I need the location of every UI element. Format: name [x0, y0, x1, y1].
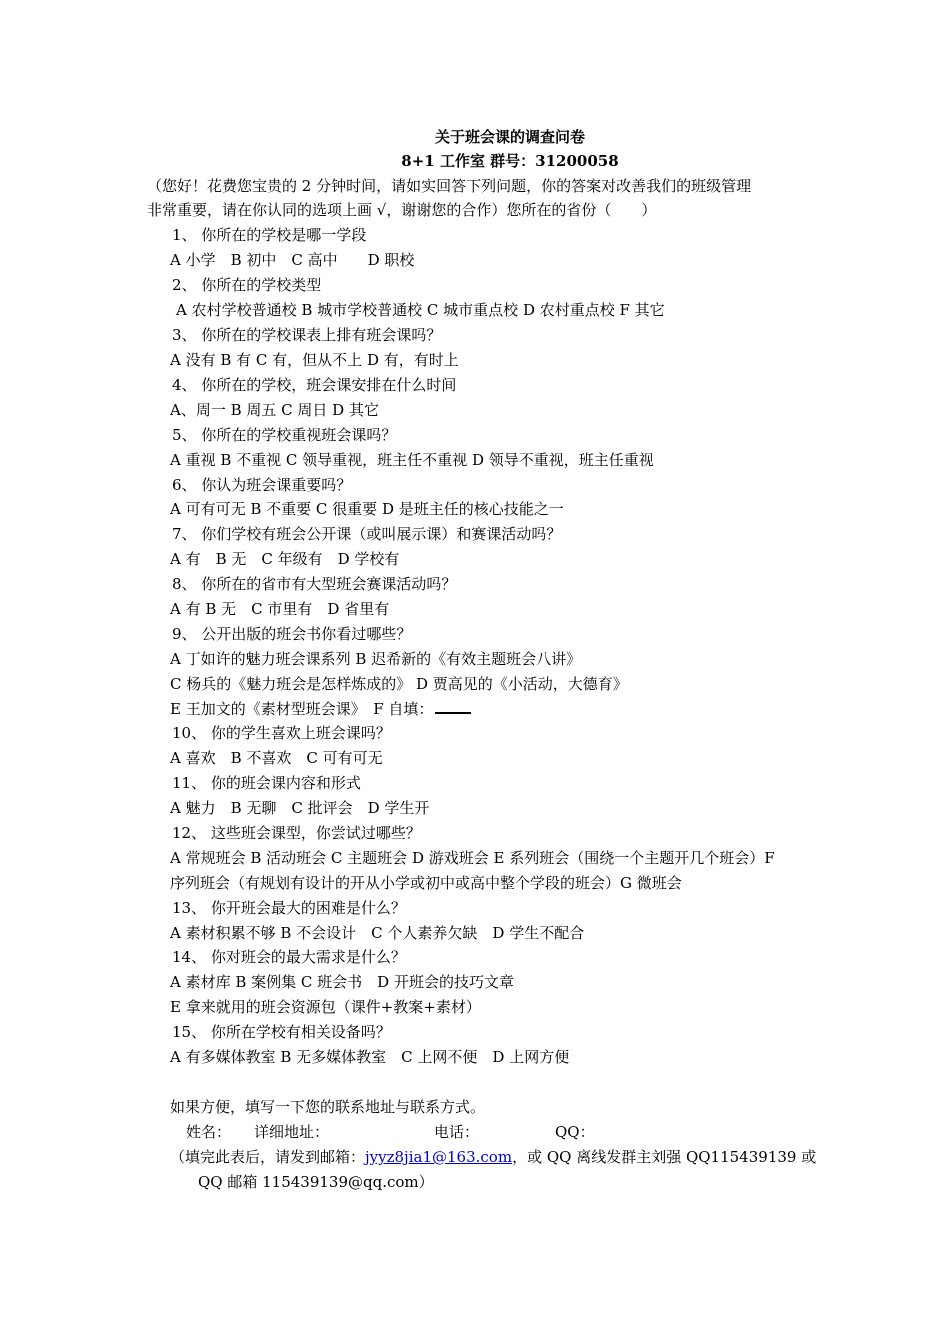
options-5: A 重视 B 不重视 C 领导重视，班主任不重视 D 领导不重视，班主任重视 — [170, 451, 654, 469]
options-9-line-1: A 丁如许的魅力班会课系列 B 迟希新的《有效主题班会八讲》 — [170, 650, 582, 668]
question-11: 11、 你的班会课内容和形式 — [172, 774, 361, 792]
submission-note-line-2: QQ 邮箱 115439139@qq.com） — [198, 1173, 434, 1191]
options-3: A 没有 B 有 C 有，但从不上 D 有，有时上 — [170, 351, 459, 369]
question-1: 1、 你所在的学校是哪一学段 — [172, 226, 367, 244]
question-12: 12、 这些班会课型，你尝试过哪些？ — [172, 824, 421, 842]
question-7: 7、 你们学校有班会公开课（或叫展示课）和赛课活动吗？ — [172, 525, 562, 543]
question-15: 15、 你所在学校有相关设备吗？ — [172, 1023, 391, 1041]
intro-line-2: 非常重要，请在你认同的选项上画 √，谢谢您的合作）您所在的省份（ ） — [147, 201, 657, 219]
submission-note — [170, 1146, 816, 1168]
options-14-line-1: A 素材库 B 案例集 C 班会书 D 开班会的技巧文章 — [170, 973, 514, 991]
options-9-line-2: C 杨兵的《魅力班会是怎样炼成的》 D 贾高见的《小活动，大德育》 — [170, 675, 628, 693]
document-subtitle: 8+1 工作室 群号：31200058 — [401, 152, 619, 170]
options-7: A 有 B 无 C 年级有 D 学校有 — [170, 550, 400, 568]
options-14-line-2: E 拿来就用的班会资源包（课件+教案+素材） — [170, 998, 481, 1016]
options-13: A 素材积累不够 B 不会设计 C 个人素养欠缺 D 学生不配合 — [170, 924, 585, 942]
options-1: A 小学 B 初中 C 高中 D 职校 — [170, 251, 415, 269]
qq-label: QQ： — [555, 1123, 595, 1141]
question-3: 3、 你所在的学校课表上排有班会课吗？ — [172, 326, 442, 344]
question-5: 5、 你所在的学校重视班会课吗？ — [172, 426, 397, 444]
question-14: 14、 你对班会的最大需求是什么？ — [172, 948, 406, 966]
options-10: A 喜欢 B 不喜欢 C 可有可无 — [170, 749, 383, 767]
options-11: A 魅力 B 无聊 C 批评会 D 学生开 — [170, 799, 430, 817]
options-9-line-3 — [170, 698, 471, 720]
address-label: 详细地址： — [254, 1123, 330, 1141]
options-6: A 可有可无 B 不重要 C 很重要 D 是班主任的核心技能之一 — [170, 500, 564, 518]
question-13: 13、 你开班会最大的困难是什么？ — [172, 899, 406, 917]
options-9-line-3-text: E 王加文的《素材型班会课》 F 自填： — [170, 700, 434, 718]
intro-line-1: （您好！花费您宝贵的 2 分钟时间，请如实回答下列问题，你的答案对改善我们的班级管理 — [147, 177, 752, 195]
options-15: A 有多媒体教室 B 无多媒体教室 C 上网不便 D 上网方便 — [170, 1048, 570, 1066]
question-9: 9、 公开出版的班会书你看过哪些？ — [172, 625, 412, 643]
contact-prompt: 如果方便，填写一下您的联系地址与联系方式。 — [170, 1098, 486, 1116]
phone-label: 电话： — [434, 1123, 480, 1141]
question-10: 10、 你的学生喜欢上班会课吗？ — [172, 724, 391, 742]
options-12-line-2: 序列班会（有规划有设计的开从小学或初中或高中整个学段的班会）G 微班会 — [170, 874, 682, 892]
email-link[interactable]: jyyz8jia1@163.com — [365, 1148, 513, 1166]
question-6: 6、 你认为班会课重要吗？ — [172, 476, 352, 494]
options-2: A 农村学校普通校 B 城市学校普通校 C 城市重点校 D 农村重点校 F 其它 — [176, 301, 665, 319]
options-4: A、周一 B 周五 C 周日 D 其它 — [170, 401, 379, 419]
options-8: A 有 B 无 C 市里有 D 省里有 — [170, 600, 390, 618]
document-title: 关于班会课的调查问卷 — [434, 128, 585, 146]
question-4: 4、 你所在的学校，班会课安排在什么时间 — [172, 376, 457, 394]
name-label: 姓名： — [186, 1123, 232, 1141]
question-2: 2、 你所在的学校类型 — [172, 276, 322, 294]
submission-note-prefix: （填完此表后，请发到邮箱： — [170, 1148, 366, 1166]
question-8: 8、 你所在的省市有大型班会赛课活动吗？ — [172, 575, 457, 593]
options-12-line-1: A 常规班会 B 活动班会 C 主题班会 D 游戏班会 E 系列班会（围绕一个主题开几个班会）F — [170, 849, 775, 867]
fill-in-blank[interactable] — [435, 698, 471, 714]
submission-note-suffix: ，或 QQ 离线发群主刘强 QQ115439139 或 — [512, 1148, 817, 1166]
